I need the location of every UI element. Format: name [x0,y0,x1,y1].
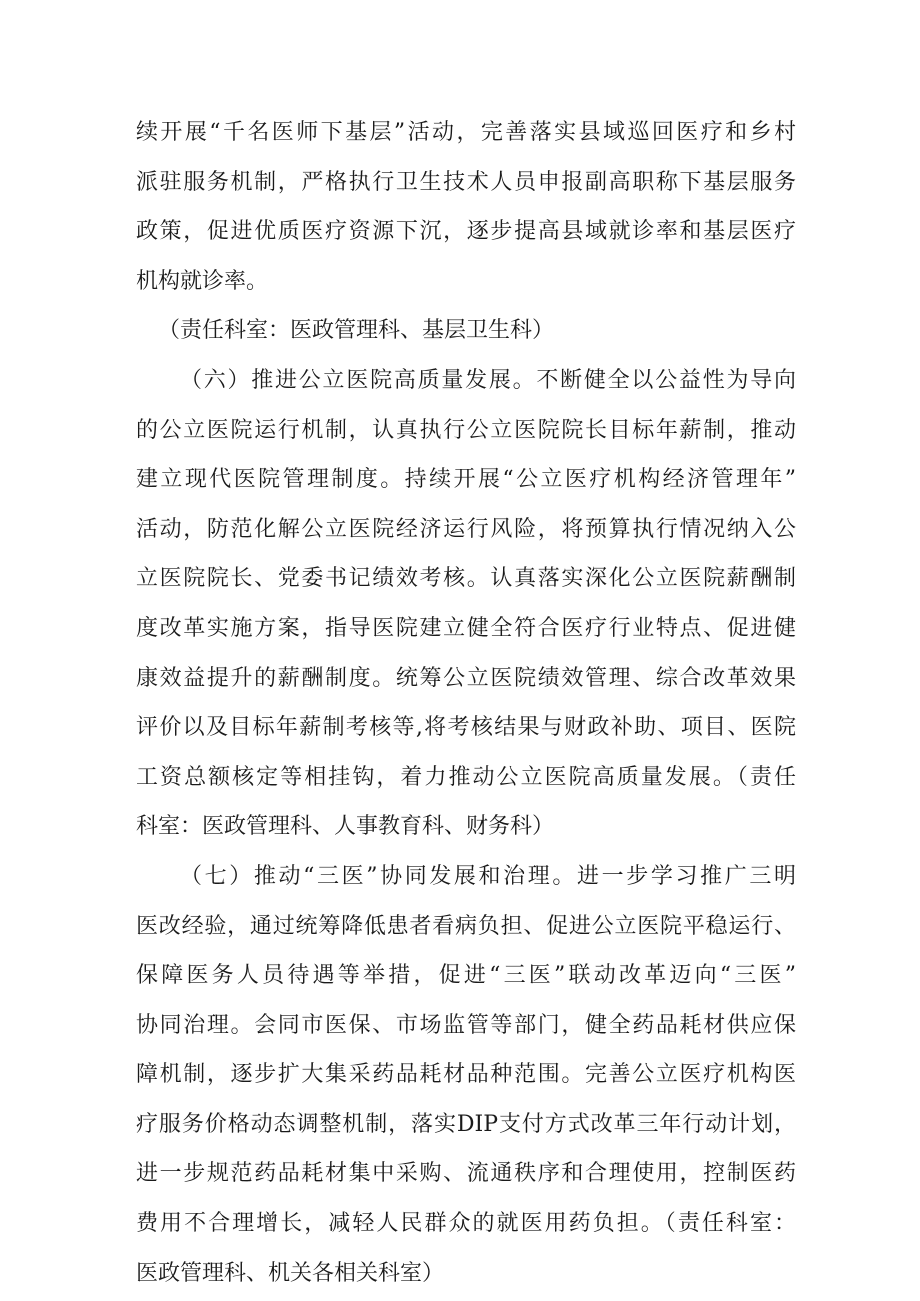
section-heading-line: （七）推动“三医”协同发展和治理。进一步学习推广三明 [180,863,796,889]
text-line: 的公立医院运行机制，认真执行公立医院院长目标年薪制，推动 [136,417,796,443]
responsibility-note: （责任科室：医政管理科、基层卫生科） [158,318,555,344]
text-line: 度改革实施方案，指导医院建立健全符合医疗行业特点、促进健 [136,615,796,641]
document-body [136,108,796,1298]
text-line: 费用不合理增长，减轻人民群众的就医用药负担。（责任科室： [136,1211,796,1237]
section-heading-line: （六）推进公立医院高质量发展。不断健全以公益性为导向 [180,367,796,393]
text-line: 机构就诊率。 [136,268,269,294]
text-line: 政策，促进优质医疗资源下沉，逐步提高县域就诊率和基层医疗 [136,219,796,245]
text-line: 科室：医政管理科、人事教育科、财务科） [136,814,555,840]
text-line: 评价以及目标年薪制考核等,将考核结果与财政补助、项目、医院 [136,715,796,741]
text-line: 医政管理科、机关各相关科室） [136,1260,445,1286]
text-line: 医改经验，通过统筹降低患者看病负担、促进公立医院平稳运行、 [136,913,796,939]
text-line: 保障医务人员待遇等举措，促进“三医”联动改革迈向“三医” [136,963,796,989]
text-line: 工资总额核定等相挂钩，着力推动公立医院高质量发展。（责任 [136,764,796,790]
text-line: 活动，防范化解公立医院经济运行风险，将预算执行情况纳入公 [136,516,796,542]
text-line: 进一步规范药品耗材集中采购、流通秩序和合理使用，控制医药 [136,1161,796,1187]
text-line: 建立现代医院管理制度。持续开展“公立医疗机构经济管理年” [136,467,796,493]
text-line: 康效益提升的薪酬制度。统筹公立医院绩效管理、综合改革效果 [136,665,796,691]
text-line: 障机制，逐步扩大集采药品耗材品种范围。完善公立医疗机构医 [136,1062,796,1088]
text-line: 立医院院长、党委书记绩效考核。认真落实深化公立医院薪酬制 [136,566,796,592]
text-line: 疗服务价格动态调整机制，落实DIP支付方式改革三年行动计划， [136,1111,796,1137]
text-line: 续开展“千名医师下基层”活动，完善落实县域巡回医疗和乡村 [136,120,796,145]
text-line: 协同治理。会同市医保、市场监管等部门，健全药品耗材供应保 [136,1012,796,1038]
text-line: 派驻服务机制，严格执行卫生技术人员申报副高职称下基层服务 [136,169,796,195]
